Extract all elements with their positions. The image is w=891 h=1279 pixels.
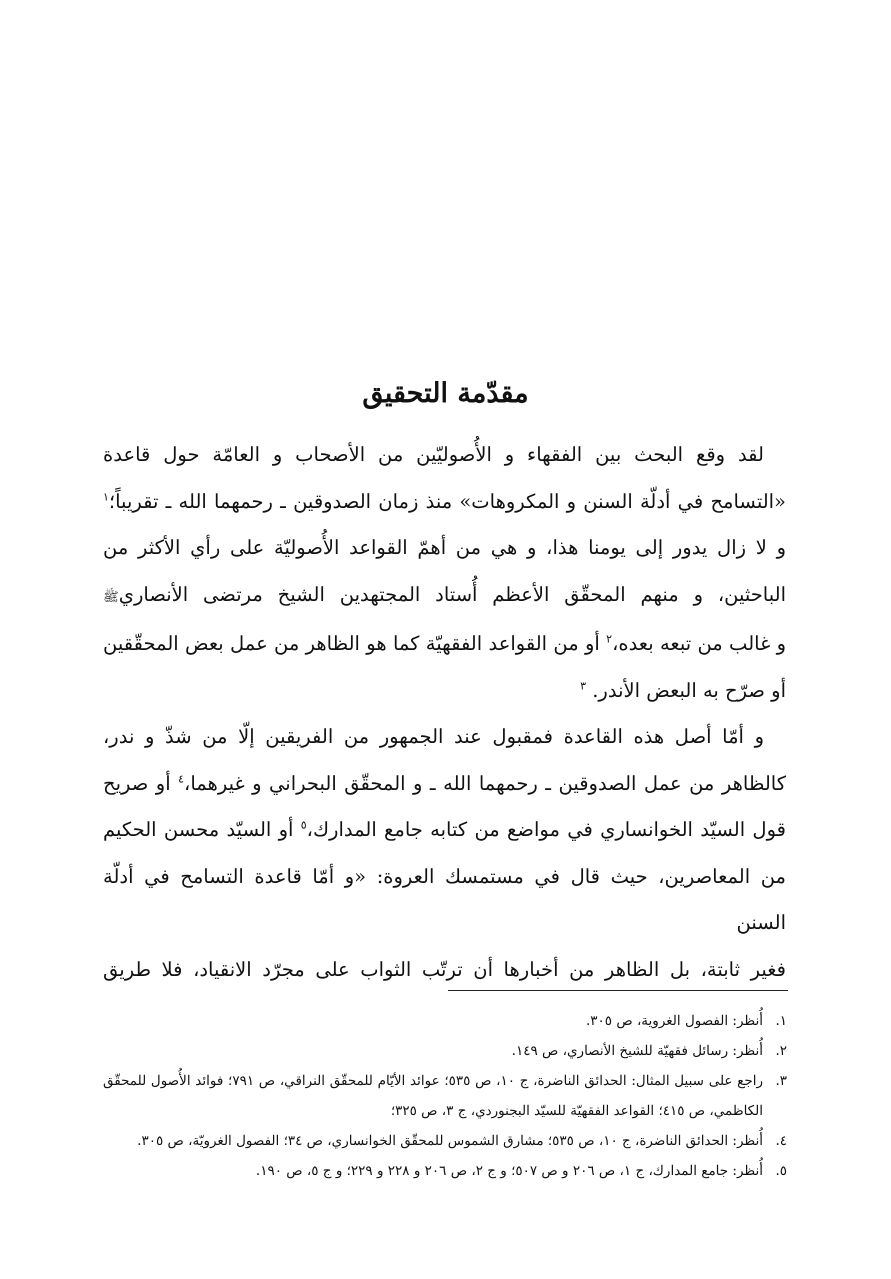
text-run: الباحثين، و منهم المحقّق الأعظم أُستاد المجتهدين الشيخ مرتضى الأنصاري (118, 582, 786, 606)
footnote-text: أُنظر: الفصول الغروية، ص ٣٠٥. (585, 1013, 763, 1029)
footnote-divider (448, 990, 788, 991)
paragraph-1-line-4 (103, 572, 786, 622)
footnote-ref-3[interactable]: ٣ (580, 679, 587, 692)
body-text (103, 432, 786, 993)
paragraph-2-line-3 (103, 807, 786, 854)
text-run: أو السيّد محسن الحكيم (103, 818, 301, 841)
footnotes (103, 1006, 787, 1186)
text-run: و لا زال يدور إلى يومنا هذا، و هي من أهمّ القواعد الأُصوليّة على رأي الأكثر من (103, 536, 786, 559)
footnote-number: ٢. (775, 1043, 787, 1059)
text-run: قول السيّد الخوانساري في مواضع من كتابه جامع المدارك، (306, 818, 786, 841)
paragraph-2-line-4 (103, 854, 786, 947)
paragraph-1-line-5 (103, 621, 786, 668)
text-run: و أمّا أصل هذه القاعدة فمقبول عند الجمهور من الفريقين إلّا من شذّ و ندر، (103, 725, 764, 748)
text-run: «التسامح في أدلّة السنن و المكروهات» منذ زمان الصدوقين ـ رحمهما الله ـ تقريباً؛ (108, 489, 786, 513)
text-run: كالظاهر من عمل الصدوقين ـ رحمهما الله ـ و المحقّق البحراني و غيرهما، (184, 771, 786, 795)
paragraph-2-line-1 (103, 714, 786, 761)
footnote-2 (103, 1036, 787, 1066)
paragraph-1-line-1 (103, 432, 786, 479)
paragraph-1-line-2 (103, 479, 786, 526)
footnote-text: أُنظر: جامع المدارك، ج ١، ص ٢٠٦ و ص ٥٠٧؛ و ج ٢، ص ٢٠٦ و ٢٢٨ و ٢٢٩؛ و ج ٥، ص ١٩٠. (255, 1163, 763, 1179)
footnote-number: ٤. (775, 1133, 787, 1149)
footnote-ref-5[interactable]: ٥ (300, 818, 307, 832)
footnote-number: ٣. (775, 1073, 787, 1089)
footnote-5 (103, 1156, 787, 1186)
footnote-1 (103, 1006, 787, 1036)
text-run: أو من القواعد الفقهيّة كما هو الظاهر من عمل بعض المحقّقين (103, 632, 607, 655)
footnote-ref-2[interactable]: ٢ (606, 632, 613, 646)
text-run: أو صريح (103, 771, 179, 795)
paragraph-1-line-3 (103, 525, 786, 572)
paragraph-2-line-2 (103, 761, 786, 808)
paragraph-2-line-5 (103, 947, 786, 994)
footnote-ref-1[interactable]: ١ (103, 490, 109, 503)
footnote-text: أُنظر: رسائل فقهيّة للشيخ الأنصاري، ص ١٤٩. (511, 1043, 763, 1059)
honorific-glyph: ﷺ (103, 589, 119, 605)
footnote-4 (103, 1126, 787, 1156)
text-run: فغير ثابتة، بل الظاهر من أخبارها أن ترتّب الثواب على مجرّد الانقياد، فلا طريق (103, 957, 786, 981)
section-title: مقدّمة التحقيق (362, 378, 529, 409)
footnote-text: أُنظر: الحدائق الناضرة، ج ١٠، ص ٥٣٥؛ مشارق الشموس للمحقّق الخوانساري، ص ٣٤؛ الفصول الغرويّة، ص ٣٠٥. (137, 1133, 763, 1149)
footnote-ref-4[interactable]: ٤ (178, 772, 185, 785)
text-run: من المعاصرين، حيث قال في مستمسك العروة: «و أمّا قاعدة التسامح في أدلّة السنن (103, 864, 786, 934)
footnote-number: ٥. (775, 1163, 787, 1179)
text-run: أو صرّح به البعض الأندر. (592, 678, 786, 702)
footnote-text: راجع على سبيل المثال: الحدائق الناضرة، ج ١٠، ص ٥٣٥؛ عوائد الأيّام للمحقّق النراقي، ص ٧٩١؛ فوائد الأُصول للمحقّق الكاظمي، ص ٤١٥؛ القواعد الفقهيّة للسيّد البجنوردي، ج ٣، ص ٣٢٥؛ (103, 1073, 763, 1119)
paragraph-1-line-6 (103, 668, 786, 715)
footnote-number: ١. (775, 1013, 787, 1029)
text-run: و غالب من تبعه بعده، (612, 632, 787, 655)
text-run: لقد وقع البحث بين الفقهاء و الأُصوليّين من الأصحاب و العامّة حول قاعدة (103, 443, 764, 466)
footnote-3 (103, 1066, 787, 1126)
